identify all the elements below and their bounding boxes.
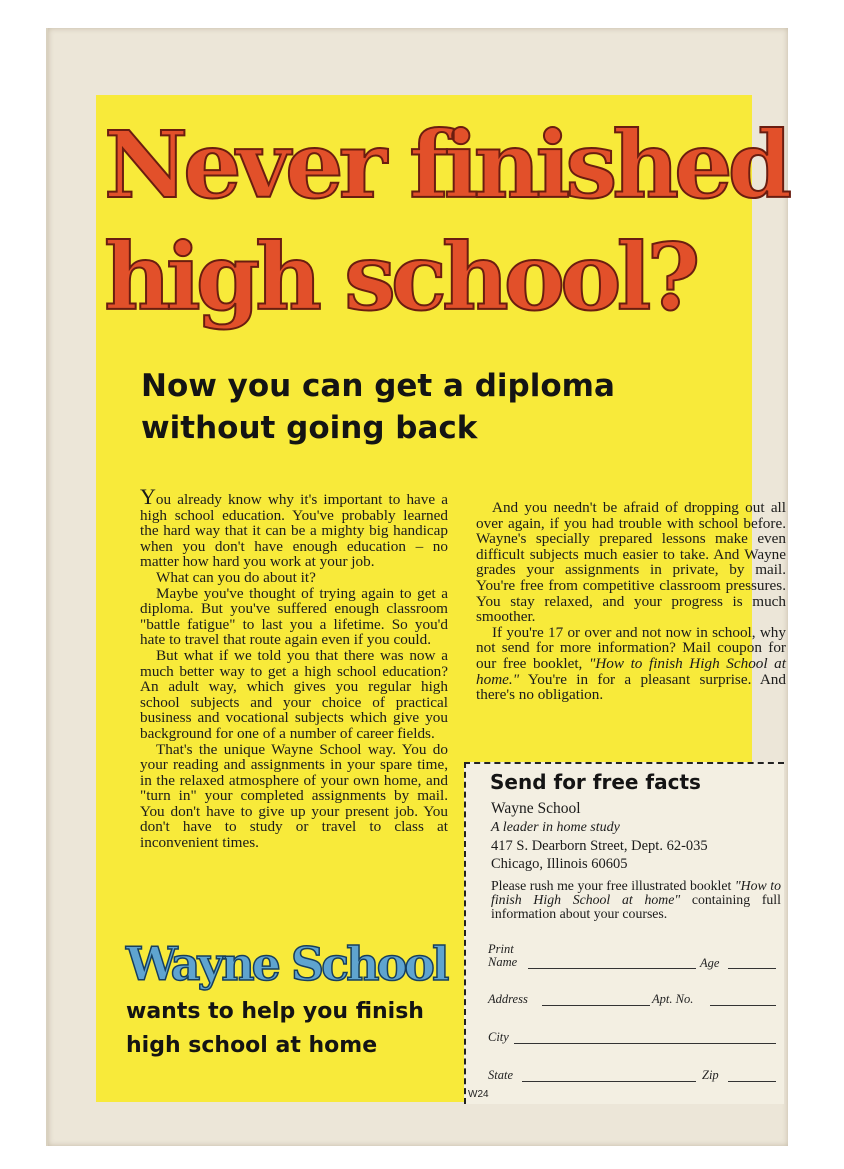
coupon-address-1: 417 S. Dearborn Street, Dept. 62-035: [491, 838, 708, 854]
coupon-code: W24: [468, 1089, 489, 1100]
body-column-left: [140, 484, 448, 852]
address-input-line[interactable]: [542, 1005, 650, 1006]
mail-coupon: [464, 762, 784, 1104]
paragraph: Maybe you've thought of trying again to get a diploma. But you've suffered enough classroom "battle fatigue" to last you a lifetime. So you'd hate to travel that route again even if you could.: [140, 584, 448, 649]
subheadline-line-2: without going back: [141, 410, 478, 446]
field-label-print: Print: [488, 942, 514, 956]
subheadline: [141, 365, 701, 449]
subheadline-line-1: Now you can get a diploma: [141, 368, 615, 404]
name-input-line[interactable]: [528, 968, 696, 969]
headline-line-2: high school?: [104, 223, 696, 331]
coupon-address-2: Chicago, Illinois 60605: [491, 856, 628, 872]
field-label-apt: Apt. No.: [652, 992, 694, 1006]
field-label-address: Address: [488, 992, 528, 1006]
field-label-state: State: [488, 1068, 513, 1082]
paragraph: You already know why it's important to have a high school education. You've probably learned the hard way that it can be a mighty big handicap when you don't have enough education – no matter how hard you work at your job.: [140, 484, 448, 571]
apt-input-line[interactable]: [710, 1005, 776, 1006]
headline-line-1: Never finished: [104, 111, 788, 219]
field-label-city: City: [488, 1030, 509, 1044]
zip-input-line[interactable]: [728, 1081, 776, 1082]
field-label-name: Name: [488, 955, 518, 969]
age-input-line[interactable]: [728, 968, 776, 969]
brand-logo: Wayne School: [126, 937, 447, 991]
state-input-line[interactable]: [522, 1081, 696, 1082]
coupon-org: Wayne School: [491, 800, 581, 817]
coupon-request-text: Please rush me your free illustrated booklet "How to finish High School at home" containing full information about your courses.: [491, 878, 781, 921]
paragraph: That's the unique Wayne School way. You do your reading and assignments in your spare time, in the relaxed atmosphere of your own home, and "turn in" your completed assignments by mail. You don't have to give up your present job. You don't have to study or travel to class at inconvenient times.: [140, 740, 448, 852]
city-input-line[interactable]: [514, 1043, 776, 1044]
field-label-age: Age: [700, 956, 720, 970]
drop-cap: Y: [140, 484, 156, 509]
paragraph: If you're 17 or over and not now in school, why not send for more information? Mail coupon for our free booklet, "How to finish High School at home." You're in for a pleasant surprise. And there's no obligation.: [476, 623, 786, 704]
headline: [104, 109, 788, 333]
comic-back-cover: [46, 28, 788, 1146]
brand-tagline: wants to help you finish high school at home: [126, 999, 424, 1058]
coupon-title: Send for free facts: [490, 770, 701, 794]
paragraph: And you needn't be afraid of dropping out all over again, if you had trouble with school before. Wayne's specially prepared lessons make even difficult subjects much easier to take. And Wayne grades your assignments in private, by mail. You're free from competitive classroom pressures. You stay relaxed, and your progress is much smoother.: [476, 499, 786, 626]
paragraph: But what if we told you that there was now a much better way to get a high school education? An adult way, which gives you regular high school subjects and your choice of practical business and vocational subjects which give you background for one of a number of career fields.: [140, 646, 448, 742]
paragraph: What can you do about it?: [156, 568, 316, 586]
coupon-motto: A leader in home study: [491, 820, 620, 835]
body-column-right: [476, 500, 786, 703]
advertisement: [96, 95, 788, 1102]
booklet-title: "How to finish High School at home.": [476, 654, 786, 688]
field-label-zip: Zip: [702, 1068, 719, 1082]
